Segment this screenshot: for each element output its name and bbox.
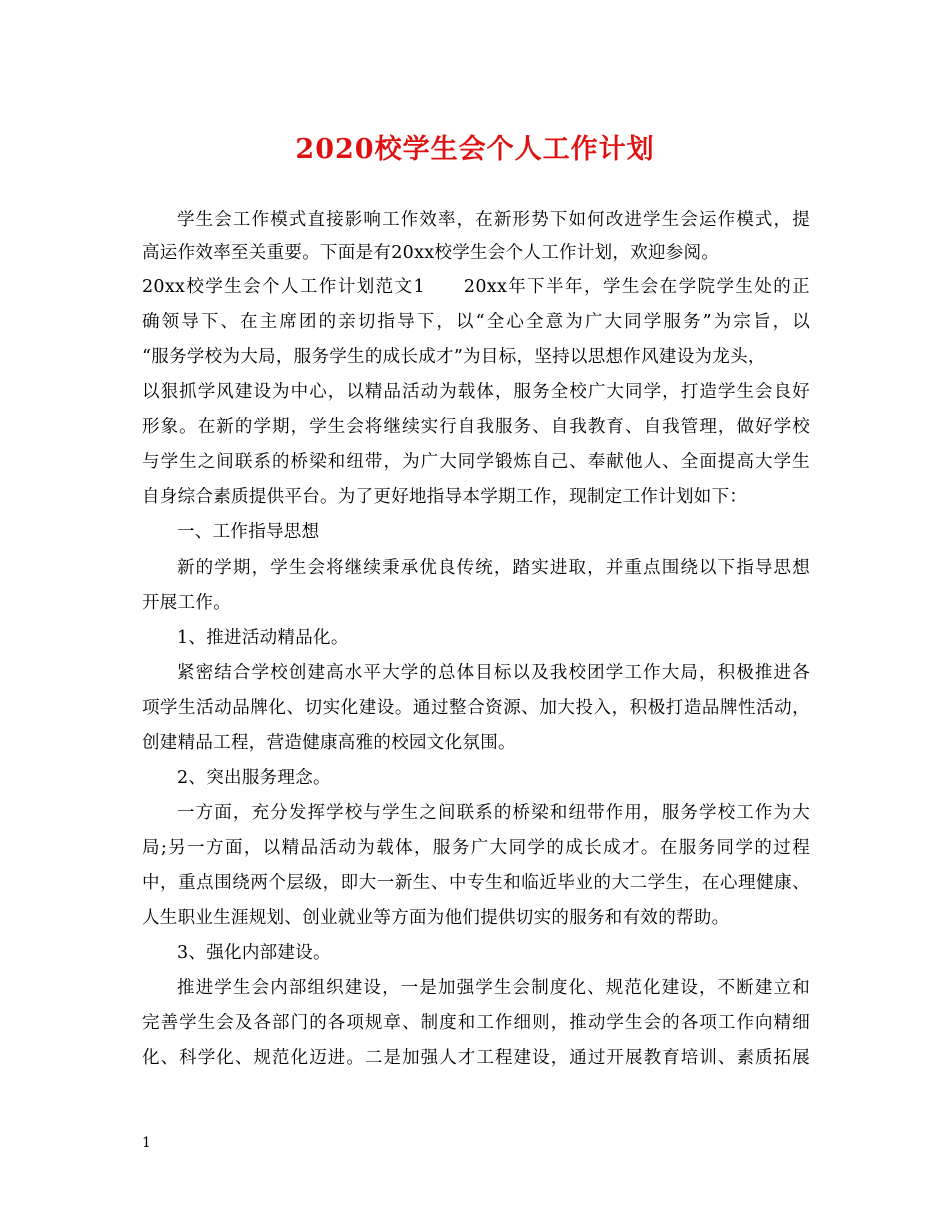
subsection-heading: 3、强化内部建设。 xyxy=(177,943,331,963)
paragraph-line: 确领导下、在主席团的亲切指导下，以“全心全意为广大同学服务”为宗旨，以 xyxy=(142,312,810,332)
paragraph-line: 化、科学化、规范化迈进。二是加强人才工程建设，通过开展教育培训、素质拓展 xyxy=(142,1048,810,1068)
paragraph-line: 20xx校学生会个人工作计划范文1 20xx年下半年，学生会在学院学生处的正 xyxy=(142,277,810,297)
paragraph-line: 中，重点围绕两个层级，即大一新生、中专生和临近毕业的大二学生，在心理健康、 xyxy=(142,873,810,893)
paragraph-line: 自身综合素质提供平台。为了更好地指导本学期工作，现制定工作计划如下： xyxy=(142,487,748,507)
paragraph-line: 学生会工作模式直接影响工作效率，在新形势下如何改进学生会运作模式，提 xyxy=(177,210,810,230)
paragraph-line: 与学生之间联系的桥梁和纽带，为广大同学锻炼自己、奉献他人、全面提高大学生 xyxy=(142,452,810,472)
paragraph-line: 新的学期，学生会将继续秉承优良传统，踏实进取，并重点围绕以下指导思想 xyxy=(177,558,810,578)
subsection-heading: 1、推进活动精品化。 xyxy=(177,628,349,648)
page-number: 1 xyxy=(142,1135,151,1151)
subsection-heading: 2、突出服务理念。 xyxy=(177,768,331,788)
paragraph-line: 完善学生会及各部门的各项规章、制度和工作细则，推动学生会的各项工作向精细 xyxy=(142,1013,810,1033)
paragraph-line: 紧密结合学校创建高水平大学的总体目标以及我校团学工作大局，积极推进各 xyxy=(177,663,810,683)
paragraph-line: 开展工作。 xyxy=(142,593,231,613)
section-heading: 一、工作指导思想 xyxy=(177,522,320,542)
paragraph-line: 项学生活动品牌化、切实化建设。通过整合资源、加大投入，积极打造品牌性活动， xyxy=(142,698,810,718)
paragraph-line: 局;另一方面，以精品活动为载体，服务广大同学的成长成才。在服务同学的过程 xyxy=(142,838,810,858)
document-title: 2020校学生会个人工作计划 xyxy=(295,134,655,165)
paragraph-line: 以狠抓学风建设为中心，以精品活动为载体，服务全校广大同学，打造学生会良好 xyxy=(142,382,810,402)
paragraph-line: 推进学生会内部组织建设，一是加强学生会制度化、规范化建设，不断建立和 xyxy=(177,978,810,998)
paragraph-line: “服务学校为大局，服务学生的成长成才”为目标，坚持以思想作风建设为龙头， xyxy=(142,347,766,367)
paragraph-line: 一方面，充分发挥学校与学生之间联系的桥梁和纽带作用，服务学校工作为大 xyxy=(177,803,810,823)
paragraph-line: 创建精品工程，营造健康高雅的校园文化氛围。 xyxy=(142,733,516,753)
paragraph-line: 形象。在新的学期，学生会将继续实行自我服务、自我教育、自我管理，做好学校 xyxy=(142,417,810,437)
paragraph-line: 高运作效率至关重要。下面是有20xx校学生会个人工作计划，欢迎参阅。 xyxy=(142,243,720,263)
paragraph-line: 人生职业生涯规划、创业就业等方面为他们提供切实的服务和有效的帮助。 xyxy=(142,908,730,928)
